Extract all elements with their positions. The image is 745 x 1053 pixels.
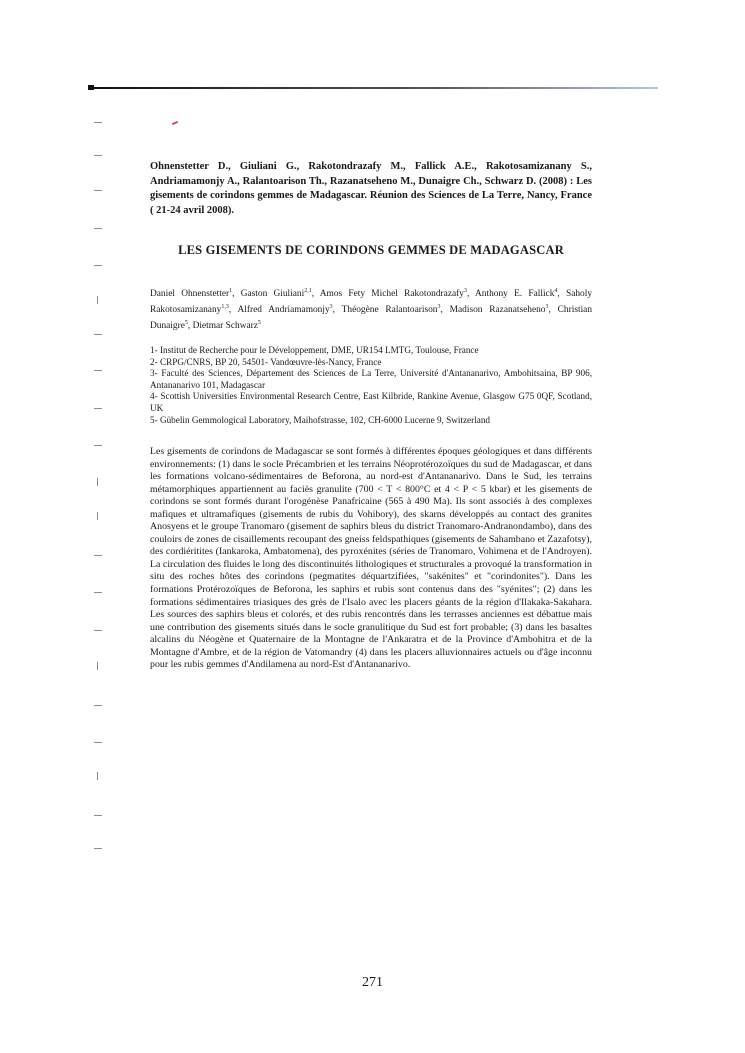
margin-mark [94, 408, 102, 409]
author-name: Madison Razanatseheno [449, 305, 546, 316]
author-affiliation-number: 3 [437, 303, 441, 310]
author-affiliation-number: 5 [184, 319, 188, 326]
margin-mark [94, 742, 102, 743]
margin-mark [94, 592, 102, 593]
margin-mark [94, 155, 102, 156]
affiliation-item: 1- Institut de Recherche pour le Développement, DME, UR154 LMTG, Toulouse, France [150, 345, 479, 355]
margin-mark [97, 296, 98, 304]
author-name: Anthony E. Fallick [475, 289, 555, 300]
margin-mark [94, 445, 102, 446]
author-name: Alfred Andriamamonjy [237, 305, 330, 316]
abstract-paragraph: Les gisements de corindons de Madagascar se sont formés à différentes époques géologiques et dans différents environnements: (1) dans le socle Précambrien et les terrains Néoprotérozoïques du sud de Madagascar, et dans les formations volcano-sédimentaires de Beforona, au nord-est d'Antananarivo. Dans le Sud, les terrains métamorphiques appartiennent au faciès granulite (700 < T < 800°C et 4 < P < 5 kbar) et les gisements de corindons se sont formés durant l'orogénèse Panafricaine (565 à 490 Ma). Ils sont associés à des complexes mafiques et ultramafiques (gisements de rubis du Vohibory), des skarns développés au contact des granites Anosyens et le groupe Tranomaro (gisement de saphirs bleus du district Tranomaro-Andranondambo), dans des couloirs de zones de cisaillements recoupant des gneiss feldspathiques (gisements de Sahambano et Zazafotsy), des cordiéritites (Iankaroka, Ambatomena), des pyroxénites (séries de Tranomaro, Vohimena et de l'Androyen). La circulation des fluides le long des discontinuités lithologiques et structurales a provoqué la transformation in situ des roches hôtes des corindons (pegmatites déquartzifiées, "sakénites" et "corindonites"). Dans les formations Protérozoïques de Beforona, les saphirs et rubis sont contenus dans des "syénites"; (2) dans les formations sédimentaires triasiques des grès de l'Isalo avec les placers géants de la région d'Ilakaka-Sakahara. Les sources des saphirs bleus et colorés, et des rubis rencontrés dans les terrasses anciennes est débattue mais une contribution des gisements situés dans le socle granulitique du Sud est fort probable; (3) dans les basaltes alcalins du Néogène et Quaternaire de la Montagne de l'Ankaratra et de la Province d'Ambohitra et de la Montagne d'Ambre, et de la région de Vatomandry (4) dans les placers alluvionnaires actuels ou d'âge inconnu pour les rubis gemmes d'Andilamena au nord-Est d'Antananarivo. [150, 446, 592, 671]
author-affiliation-number: 1 [229, 288, 233, 294]
margin-mark [94, 265, 102, 266]
author-name: Saholy Rakotosamizanany [150, 289, 593, 316]
margin-mark [94, 848, 102, 849]
margin-mark [94, 370, 102, 371]
header-rule [88, 87, 658, 89]
affiliation-item: 4- Scottish Universities Environmental Research Centre, East Kilbride, Rankine Avenue, Glasgow G75 0QF, Scotland, UK [150, 391, 592, 413]
author-name: Daniel Ohnenstetter [150, 289, 230, 300]
author-affiliation-number: 1,3 [221, 303, 229, 310]
paper-title: LES GISEMENTS DE CORINDONS GEMMES DE MADAGASCAR [178, 243, 564, 257]
margin-mark [94, 228, 102, 229]
author-list: Daniel Ohnenstetter$^1$, Gaston Giuliani$^{2,1}$, Amos Fety Michel Rakotondrazafy$^3$, Anthony E. Fallick$^4$, Saholy Rakotosamizanany$^{1,3}$, Alfred Andriamamonjy$^3$, Théogène Ralantoarison$^3$, Madison Razanatseheno$^3$, Christian Dunaigre$^5$, Dietmar Schwarz$^5$ [150, 288, 593, 331]
margin-mark [94, 815, 102, 816]
author-affiliation-number: 3 [329, 303, 333, 310]
author-affiliation-number: 5 [257, 319, 261, 326]
author-name: Christian Dunaigre [150, 305, 593, 331]
citation-reference: Ohnenstetter D., Giuliani G., Rakotondrazafy M., Fallick A.E., Rakotosamizanany S., Andriamamonjy A., Ralantoarison Th., Razanatseheno M., Dunaigre Ch., Schwarz D. (2008) : Les gisements de corindons gemmes de Madagascar. Réunion des Sciences de La Terre, Nancy, France ( 21-24 avril 2008). [150, 161, 592, 216]
author-name: Gaston Giuliani [240, 289, 305, 300]
margin-mark [97, 478, 98, 486]
affiliation-list [150, 345, 592, 426]
author-name: Théogène Ralantoarison [341, 305, 438, 316]
author-name: Dietmar Schwarz [192, 320, 258, 331]
margin-mark [94, 190, 102, 191]
affiliation-item: 5- Gübelin Gemmological Laboratory, Maihofstrasse, 102, CH-6000 Lucerne 9, Switzerland [150, 414, 491, 425]
margin-mark [94, 555, 102, 556]
page-number: 271 [362, 975, 383, 990]
author-affiliation-number: 4 [554, 288, 558, 294]
margin-mark [94, 705, 102, 706]
author-affiliation-number: 3 [545, 303, 549, 310]
stray-ink-mark [172, 121, 178, 125]
author-affiliation-number: 2,1 [304, 288, 312, 294]
margin-mark [94, 334, 102, 335]
author-affiliation-number: 3 [463, 288, 467, 294]
author-name: Amos Fety Michel Rakotondrazafy [319, 289, 464, 300]
affiliation-item: 3- Faculté des Sciences, Département des Sciences de La Terre, Université d'Antananarivo, Ambohitsaina, BP 906, Antananarivo 101, Madagascar [150, 368, 592, 390]
margin-mark [94, 630, 102, 631]
affiliation-item: 2- CRPG/CNRS, BP 20, 54501- Vandœuvre-lès-Nancy, France [150, 356, 382, 367]
margin-mark [97, 772, 98, 780]
margin-mark [97, 662, 98, 670]
margin-mark [94, 122, 102, 123]
margin-mark [97, 512, 98, 520]
